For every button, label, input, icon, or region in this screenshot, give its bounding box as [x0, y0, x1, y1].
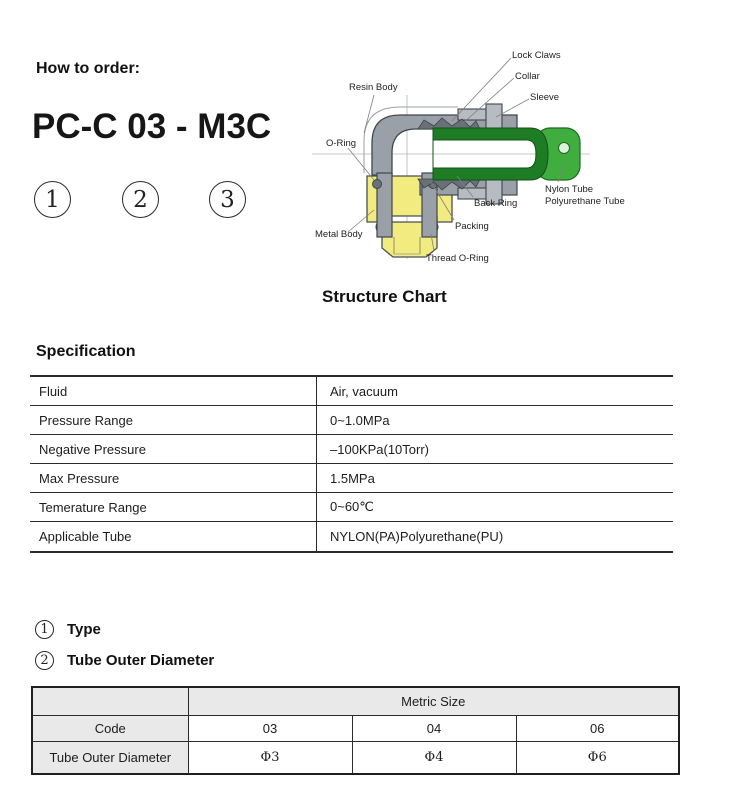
order-marker-1: [34, 181, 71, 218]
size-table-cell: 03: [188, 715, 352, 741]
specification-table: [30, 375, 673, 553]
spec-row-max-pressure: [30, 464, 673, 493]
spec-value: 1.5MPa: [330, 470, 375, 486]
size-table-cell: Φ3: [188, 741, 352, 774]
legend-item-tube-outer-diameter: [35, 651, 214, 670]
label-back-ring: Back Ring: [474, 198, 518, 209]
spec-label: Fluid: [30, 377, 317, 405]
spec-value: Air, vacuum: [330, 383, 398, 399]
label-lock-claws: Lock Claws: [512, 50, 561, 61]
spec-label: Negative Pressure: [30, 435, 317, 463]
order-marker-1-digit: 1: [45, 186, 60, 213]
size-table-cell: Φ4: [352, 741, 516, 774]
label-o-ring: O-Ring: [326, 138, 357, 149]
label-nylon-tube: [545, 184, 625, 208]
label-thread-o-ring: Thread O-Ring: [426, 253, 489, 264]
specification-heading: Specification: [36, 343, 136, 360]
size-table-rowhead-code: Code: [32, 715, 188, 741]
sleeve-tab-top-shape: [486, 104, 502, 129]
size-table-cell: 06: [516, 715, 679, 741]
order-marker-2: [122, 181, 159, 218]
size-table-cell: 04: [352, 715, 516, 741]
spec-value: NYLON(PA)Polyurethane(PU): [330, 529, 504, 544]
size-table-group-header: Metric Size: [188, 687, 679, 715]
o-ring-shape-left: [373, 180, 382, 189]
structure-chart-caption: Structure Chart: [322, 287, 447, 306]
size-table-header-row: [32, 687, 679, 715]
label-nylon-tube-line1: Nylon Tube: [545, 184, 594, 195]
size-table-code-row: [32, 715, 679, 741]
spec-row-fluid: [30, 377, 673, 406]
label-sleeve: Sleeve: [530, 92, 560, 103]
label-packing: Packing: [455, 221, 489, 232]
order-marker-3: [209, 181, 246, 218]
spec-value: 0~1.0MPa: [330, 412, 390, 428]
size-table-cell: Φ6: [516, 741, 679, 774]
size-table: [31, 686, 680, 775]
legend-label-tube-outer-diameter: Tube Outer Diameter: [67, 652, 215, 669]
legend-item-type: [35, 620, 101, 639]
spec-label: Max Pressure: [30, 464, 317, 492]
spec-row-pressure-range: [30, 406, 673, 435]
label-nylon-tube-line2: Polyurethane Tube: [545, 196, 625, 207]
order-marker-3-digit: 3: [220, 186, 235, 213]
model-code: PC-C 03 - M3C: [32, 107, 272, 146]
order-marker-2-digit: 2: [133, 186, 148, 213]
tube-end-bore-shape: [559, 143, 570, 154]
spec-label: Pressure Range: [30, 406, 317, 434]
spec-label: Applicable Tube: [30, 522, 317, 551]
spec-value: 0~60℃: [330, 499, 374, 514]
spec-value: –100KPa(10Torr): [330, 441, 429, 457]
label-collar: Collar: [515, 71, 540, 82]
spec-row-negative-pressure: [30, 435, 673, 464]
how-to-order-heading: How to order:: [36, 60, 140, 77]
label-resin-body: Resin Body: [349, 82, 398, 93]
legend-circle-2: 2: [35, 651, 54, 670]
spec-row-applicable-tube: [30, 522, 673, 551]
size-table-rowhead-diameter: Tube Outer Diameter: [32, 741, 188, 774]
legend-circle-1: 1: [35, 620, 54, 639]
spec-row-temperature-range: [30, 493, 673, 522]
label-metal-body: Metal Body: [315, 229, 363, 240]
legend-label-type: Type: [67, 621, 101, 638]
size-table-corner-cell: [32, 687, 188, 715]
spec-label: Temerature Range: [30, 493, 317, 521]
size-table-diameter-row: [32, 741, 679, 774]
